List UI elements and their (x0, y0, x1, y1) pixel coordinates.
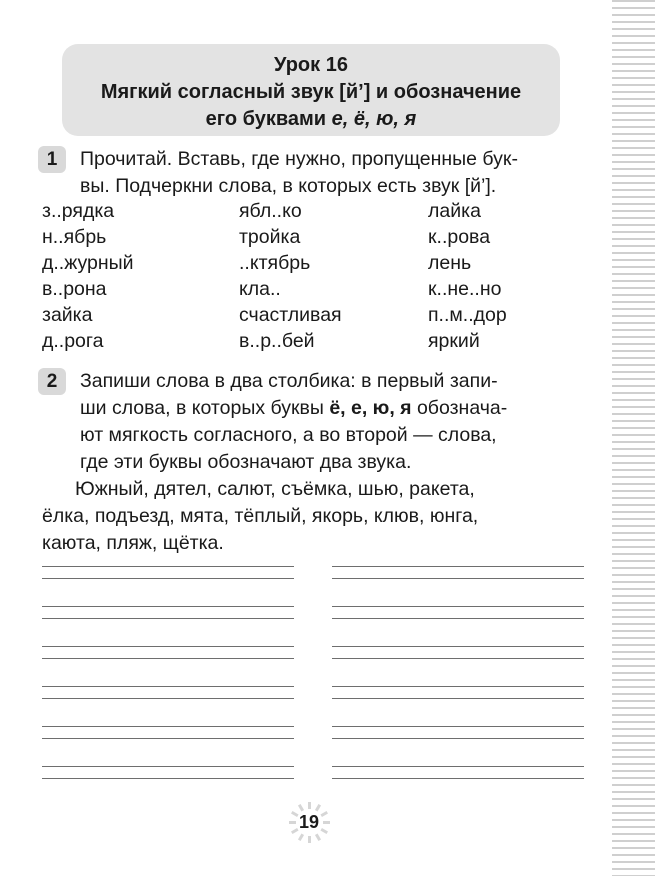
word-cell: лень (428, 252, 472, 274)
writing-line[interactable] (332, 578, 584, 579)
task2-words-line1: Южный, дятел, салют, съёмка, шью, ракета, (75, 478, 475, 500)
writing-line[interactable] (42, 618, 294, 619)
sunburst-ray (298, 804, 304, 812)
word-cell: ябл..ко (239, 200, 302, 222)
sunburst-ray (291, 811, 299, 817)
writing-line[interactable] (42, 766, 294, 767)
word-cell: тройка (239, 226, 301, 248)
writing-line[interactable] (332, 698, 584, 699)
writing-line[interactable] (42, 698, 294, 699)
word-cell: з..рядка (42, 200, 115, 222)
task2-line2-start: ши слова, в которых буквы (80, 397, 330, 419)
writing-line[interactable] (42, 606, 294, 607)
writing-line[interactable] (42, 566, 294, 567)
sunburst-ray (291, 828, 299, 834)
writing-line[interactable] (42, 726, 294, 727)
sunburst-ray (298, 833, 304, 841)
word-cell: зайка (42, 304, 93, 326)
word-cell: д..рога (42, 330, 104, 352)
task2-highlight-letters: ё, е, ю, я (329, 397, 412, 419)
task2-words-line3: каюта, пляж, щётка. (42, 532, 224, 554)
task1-text-line1: Прочитай. Вставь, где нужно, пропущенные бук- (80, 148, 518, 170)
task1-number-badge: 1 (38, 146, 66, 173)
lesson-title-line2 (62, 106, 560, 133)
writing-line[interactable] (332, 646, 584, 647)
page-edge-stripes (612, 0, 655, 876)
sunburst-ray (308, 802, 311, 809)
writing-line[interactable] (42, 658, 294, 659)
word-cell: ..ктябрь (239, 252, 311, 274)
task2-line2-end: обознача- (411, 397, 508, 419)
writing-line[interactable] (42, 738, 294, 739)
writing-line[interactable] (332, 566, 584, 567)
writing-line[interactable] (332, 738, 584, 739)
word-cell: к..не..но (428, 278, 502, 300)
page-number (284, 802, 334, 842)
task2-words-line2: ёлка, подъезд, мята, тёплый, якорь, клюв, юнга, (42, 505, 479, 527)
task2-text-line2 (80, 395, 507, 422)
sunburst-ray (289, 821, 296, 824)
word-cell: лайка (428, 200, 481, 222)
task2-text-line4: где эти буквы обозначают два звука. (80, 451, 412, 473)
word-cell: н..ябрь (42, 226, 107, 248)
writing-line[interactable] (332, 726, 584, 727)
writing-line[interactable] (332, 618, 584, 619)
word-cell: д..журный (42, 252, 134, 274)
lesson-title-letters: е, ё, ю, я (331, 108, 417, 130)
writing-line[interactable] (332, 766, 584, 767)
writing-line[interactable] (332, 658, 584, 659)
writing-line[interactable] (42, 686, 294, 687)
word-cell: кла.. (239, 278, 281, 300)
writing-line[interactable] (42, 578, 294, 579)
sunburst-ray (323, 821, 330, 824)
writing-line[interactable] (332, 778, 584, 779)
task2-number-badge: 2 (38, 368, 66, 395)
word-cell: счастливая (239, 304, 342, 326)
word-cell: п..м..дор (428, 304, 507, 326)
word-cell: в..рона (42, 278, 107, 300)
writing-line[interactable] (42, 778, 294, 779)
sunburst-ray (320, 811, 328, 817)
page-number-text: 19 (298, 812, 320, 832)
sunburst-ray (308, 836, 311, 843)
sunburst-ray (315, 804, 321, 812)
sunburst-ray (315, 833, 321, 841)
lesson-number: Урок 16 (274, 54, 348, 76)
lesson-title-line2-prefix: его буквами (205, 108, 332, 130)
writing-line[interactable] (332, 606, 584, 607)
task1-text-line2: вы. Подчеркни слова, в которых есть звук [й’]. (80, 175, 497, 197)
lesson-title-box (62, 44, 560, 136)
writing-line[interactable] (42, 646, 294, 647)
task2-text-line1: Запиши слова в два столбика: в первый запи- (80, 370, 498, 392)
word-cell: яркий (428, 330, 480, 352)
lesson-title-line1: Мягкий согласный звук [й’] и обозначение (100, 81, 522, 103)
writing-line[interactable] (332, 686, 584, 687)
sunburst-ray (320, 828, 328, 834)
word-cell: в..р..бей (239, 330, 315, 352)
word-cell: к..рова (428, 226, 491, 248)
task2-text-line3: ют мягкость согласного, а во второй — слова, (80, 424, 497, 446)
